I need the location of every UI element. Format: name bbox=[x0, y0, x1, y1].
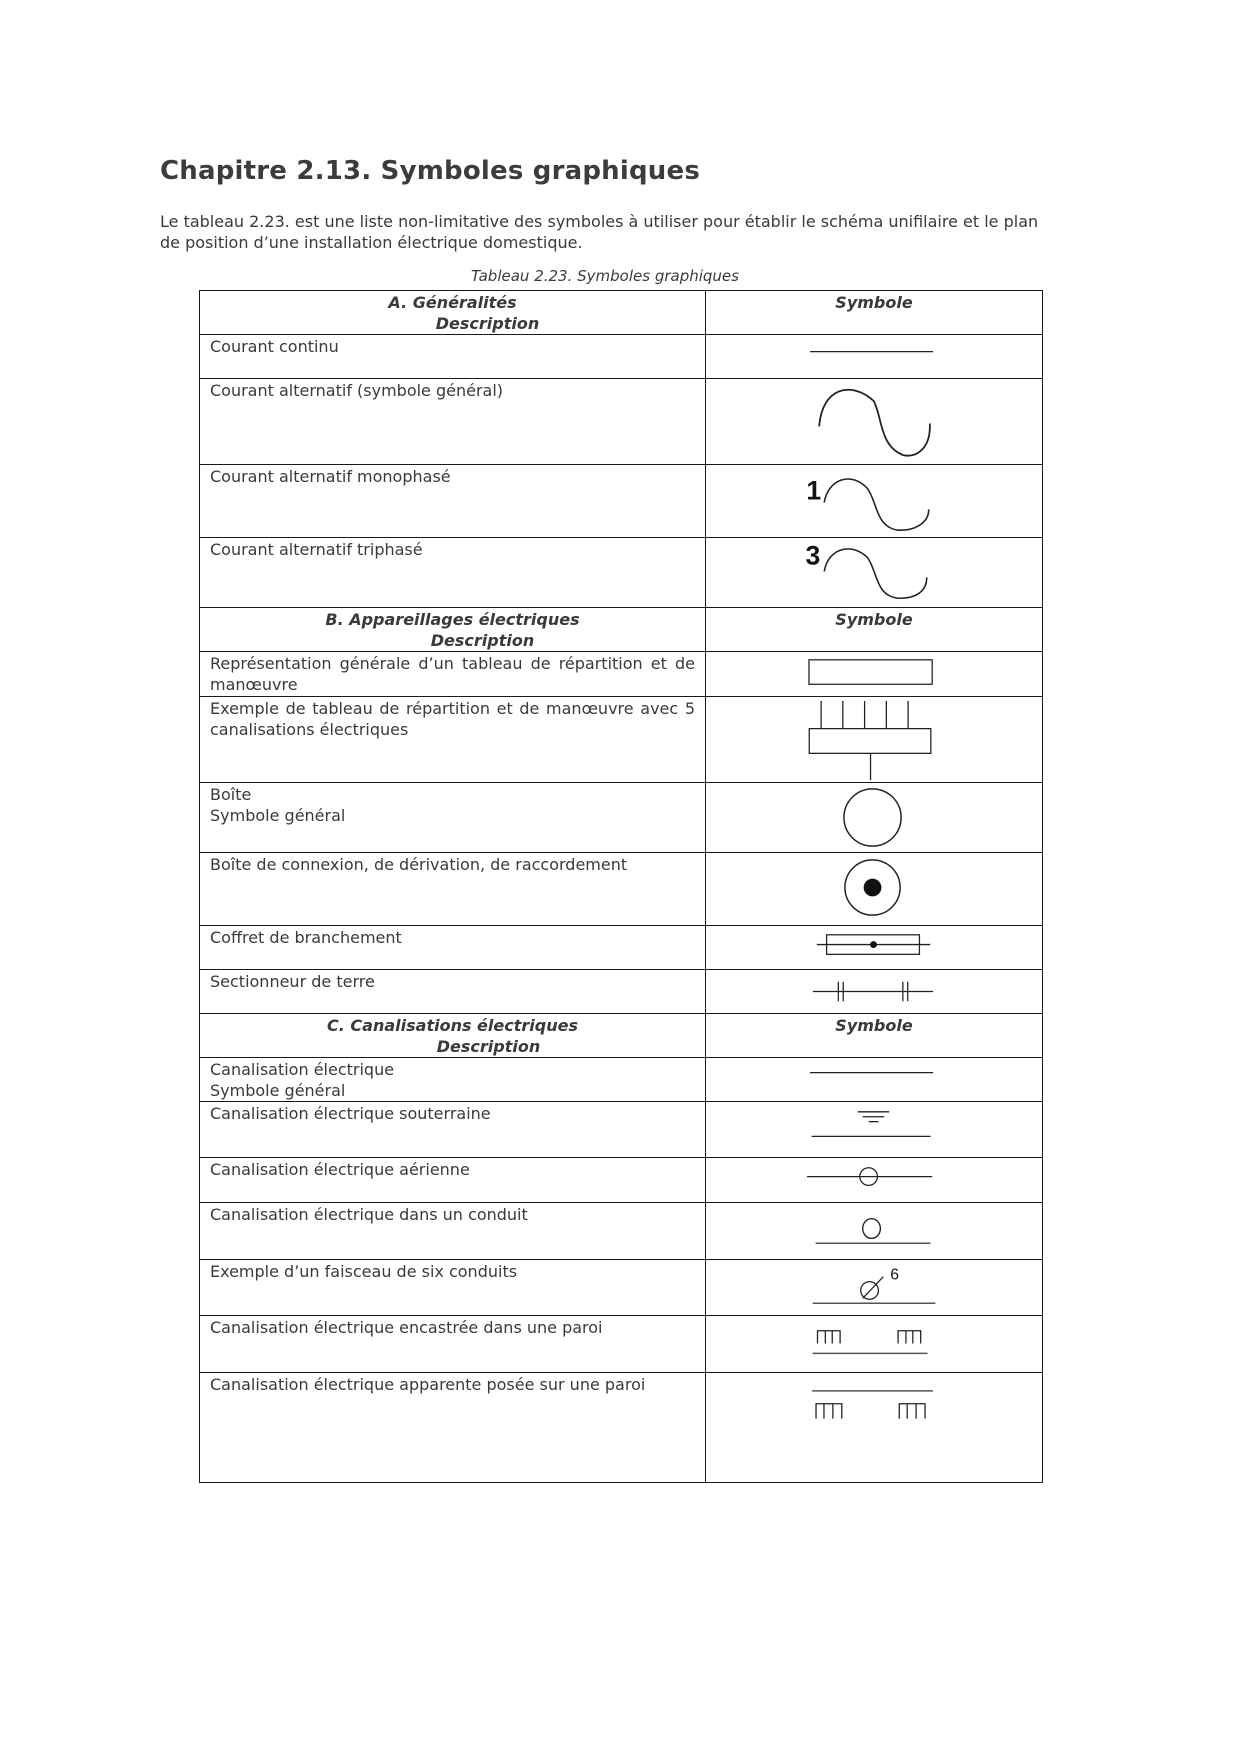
row-label: Sectionneur de terre bbox=[200, 970, 706, 1014]
symbol-cell bbox=[706, 538, 1043, 608]
symbol-cell bbox=[706, 853, 1043, 926]
row-label: Courant alternatif monophasé bbox=[200, 465, 706, 538]
symbol-cell bbox=[706, 1102, 1043, 1158]
row-label: Courant alternatif (symbole général) bbox=[200, 379, 706, 465]
row-label: Canalisation électrique encastrée dans une paroi bbox=[200, 1316, 706, 1373]
table-row bbox=[200, 783, 1043, 853]
row-label: Courant continu bbox=[200, 335, 706, 379]
symbol-cell bbox=[706, 335, 1043, 379]
symbol-cell bbox=[706, 1373, 1043, 1483]
section-a-header bbox=[200, 291, 706, 335]
table-row bbox=[200, 1316, 1043, 1373]
section-b-header bbox=[200, 608, 706, 652]
section-b-title: B. Appareillages électriques bbox=[325, 610, 580, 629]
row-label: Exemple d’un faisceau de six conduits bbox=[200, 1260, 706, 1316]
table-row bbox=[200, 926, 1043, 970]
surface-wall-line-icon bbox=[706, 1373, 1042, 1482]
chapter-title: Chapitre 2.13. Symboles graphiques bbox=[160, 156, 701, 186]
conductor-line-icon bbox=[706, 1058, 1042, 1101]
intro-paragraph: Le tableau 2.23. est une liste non-limitative des symboles à utiliser pour établir le schéma unifilaire et le plan de position d’une installation électrique domestique. bbox=[160, 212, 1039, 252]
row-label-line-1: Boîte bbox=[210, 785, 252, 804]
row-label-line-2: Symbole général bbox=[210, 1081, 346, 1100]
row-label bbox=[200, 1058, 706, 1102]
symbol-cell bbox=[706, 1203, 1043, 1260]
distribution-board-5-lines-icon bbox=[706, 697, 1042, 782]
row-label-line-1: Canalisation électrique bbox=[210, 1060, 395, 1079]
symbol-cell bbox=[706, 1058, 1043, 1102]
symbol-cell bbox=[706, 1158, 1043, 1203]
symbol-cell bbox=[706, 1316, 1043, 1373]
section-a-header-row bbox=[200, 291, 1043, 335]
row-label bbox=[200, 783, 706, 853]
table-row bbox=[200, 652, 1043, 697]
table-row bbox=[200, 1260, 1043, 1316]
row-label: Coffret de branchement bbox=[200, 926, 706, 970]
flush-wall-line-icon bbox=[706, 1316, 1042, 1372]
section-b-header-row bbox=[200, 608, 1043, 652]
box-circle-icon bbox=[706, 783, 1042, 852]
row-label: Exemple de tableau de répartition et de manœuvre avec 5 canalisations électriques bbox=[200, 697, 706, 783]
distribution-board-icon bbox=[706, 652, 1042, 696]
row-label: Canalisation électrique souterraine bbox=[200, 1102, 706, 1158]
symbol-header-label: Symbole bbox=[835, 293, 913, 312]
symbol-header-label: Symbole bbox=[835, 610, 913, 629]
symbol-cell bbox=[706, 379, 1043, 465]
symbol-cell bbox=[706, 970, 1043, 1014]
table-row bbox=[200, 970, 1043, 1014]
service-box-icon bbox=[706, 926, 1042, 969]
earth-disconnector-icon bbox=[706, 970, 1042, 1013]
table-row bbox=[200, 1203, 1043, 1260]
phase-digit: 1 bbox=[806, 475, 822, 506]
row-label: Représentation générale d’un tableau de répartition et de manœuvre bbox=[200, 652, 706, 697]
table-row bbox=[200, 335, 1043, 379]
underground-line-icon bbox=[706, 1102, 1042, 1157]
section-c-header-row bbox=[200, 1014, 1043, 1058]
table-caption: Tableau 2.23. Symboles graphiques bbox=[471, 267, 739, 285]
table-row bbox=[200, 697, 1043, 783]
section-a-title: A. Généralités bbox=[388, 293, 517, 312]
table-row bbox=[200, 1373, 1043, 1483]
table-row bbox=[200, 538, 1043, 608]
symbol-cell bbox=[706, 926, 1043, 970]
overhead-line-icon bbox=[706, 1158, 1042, 1202]
symbol-header-label: Symbole bbox=[835, 1016, 913, 1035]
symbol-cell bbox=[706, 652, 1043, 697]
row-label: Canalisation électrique aérienne bbox=[200, 1158, 706, 1203]
symbols-table bbox=[199, 290, 1043, 1483]
table-row bbox=[200, 1102, 1043, 1158]
symbol-cell bbox=[706, 1260, 1043, 1316]
conduit-line-icon bbox=[706, 1203, 1042, 1259]
table-row bbox=[200, 853, 1043, 926]
ac-sine-icon bbox=[706, 379, 1042, 464]
section-c-description-header: Description bbox=[436, 1037, 541, 1056]
section-b-description-header: Description bbox=[430, 631, 535, 650]
symbol-cell bbox=[706, 465, 1043, 538]
dc-line-icon bbox=[706, 335, 1042, 378]
ac-three-phase-icon bbox=[706, 538, 1042, 607]
row-label: Canalisation électrique apparente posée sur une paroi bbox=[200, 1373, 706, 1483]
table-row bbox=[200, 379, 1043, 465]
row-label: Boîte de connexion, de dérivation, de raccordement bbox=[200, 853, 706, 926]
conduit-count: 6 bbox=[890, 1266, 899, 1284]
row-label-line-2: Symbole général bbox=[210, 806, 346, 825]
section-a-description-header: Description bbox=[435, 314, 540, 333]
ac-single-phase-icon bbox=[706, 465, 1042, 537]
six-conduits-icon bbox=[706, 1260, 1042, 1315]
row-label: Canalisation électrique dans un conduit bbox=[200, 1203, 706, 1260]
table-row bbox=[200, 1158, 1043, 1203]
row-label: Courant alternatif triphasé bbox=[200, 538, 706, 608]
symbol-cell bbox=[706, 783, 1043, 853]
section-a-symbol-header bbox=[706, 291, 1043, 335]
section-c-title: C. Canalisations électriques bbox=[327, 1016, 578, 1035]
table-row bbox=[200, 465, 1043, 538]
junction-box-icon bbox=[706, 853, 1042, 925]
table-row bbox=[200, 1058, 1043, 1102]
symbol-cell bbox=[706, 697, 1043, 783]
section-b-symbol-header bbox=[706, 608, 1043, 652]
section-c-header bbox=[200, 1014, 706, 1058]
phase-digit: 3 bbox=[805, 540, 821, 571]
section-c-symbol-header bbox=[706, 1014, 1043, 1058]
